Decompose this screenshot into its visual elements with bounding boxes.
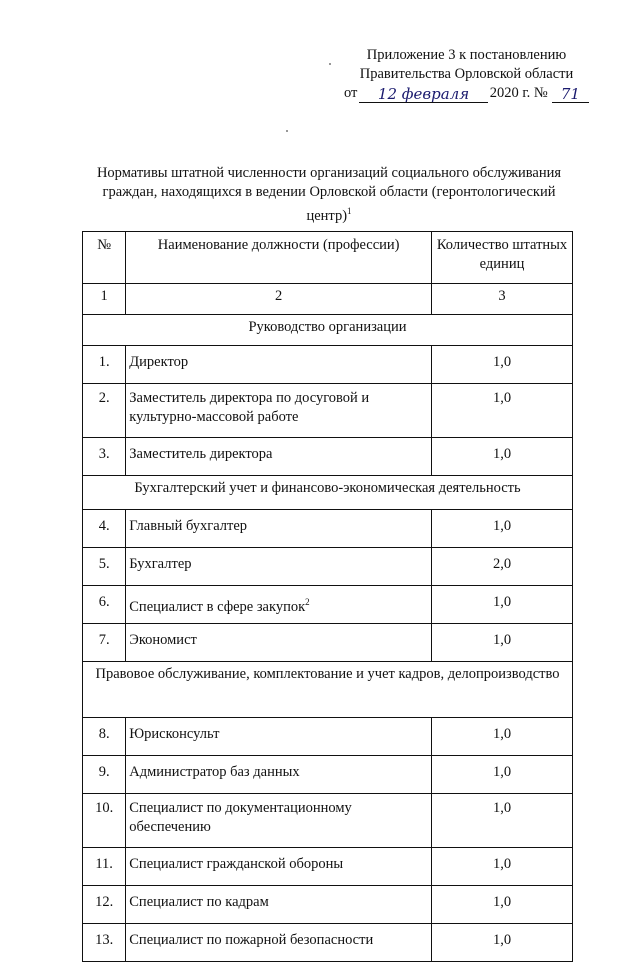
row-number: 6. [83, 586, 126, 624]
row-position [126, 848, 432, 886]
position-name: Специалист по кадрам [129, 894, 269, 910]
table-row [83, 548, 573, 586]
section-title: Бухгалтерский учет и финансово-экономическая деятельность [83, 476, 573, 510]
position-footnote-mark: 2 [305, 597, 310, 607]
row-quantity: 1,0 [432, 794, 573, 848]
section-title: Правовое обслуживание, комплектование и учет кадров, делопроизводство [83, 662, 573, 718]
table-header-row [83, 232, 573, 284]
year-number-label: 2020 г. № [489, 85, 548, 101]
handwritten-number: 71 [552, 86, 589, 103]
approval-block [344, 46, 589, 103]
header-position: Наименование должности (профессии) [126, 232, 432, 284]
row-number: 11. [83, 848, 126, 886]
table-section-row [83, 476, 573, 510]
table-section-row [83, 315, 573, 346]
header-quantity: Количество штатных единиц [432, 232, 573, 284]
table-row [83, 384, 573, 438]
row-quantity: 1,0 [432, 848, 573, 886]
table-row [83, 756, 573, 794]
row-number: 13. [83, 924, 126, 962]
table-row [83, 510, 573, 548]
row-quantity: 1,0 [432, 886, 573, 924]
position-name: Специалист в сфере закупок [129, 598, 306, 615]
table-row [83, 924, 573, 962]
row-number: 4. [83, 510, 126, 548]
position-name: Директор [129, 354, 189, 370]
approval-line-2: Правительства Орловской области [359, 66, 574, 82]
row-quantity: 1,0 [432, 624, 573, 662]
position-name: Главный бухгалтер [129, 518, 248, 534]
position-name: Администратор баз данных [129, 764, 300, 780]
title-footnote-mark: 1 [347, 206, 352, 216]
index-quantity: 3 [432, 284, 573, 315]
row-position [126, 886, 432, 924]
index-position: 2 [126, 284, 432, 315]
row-number: 2. [83, 384, 126, 438]
row-position [126, 624, 432, 662]
row-position [126, 384, 432, 438]
table-row [83, 346, 573, 384]
row-position [126, 510, 432, 548]
index-num: 1 [83, 284, 126, 315]
row-position [126, 346, 432, 384]
row-position [126, 794, 432, 848]
staffing-table [82, 231, 573, 962]
row-quantity: 1,0 [432, 718, 573, 756]
table-row [83, 886, 573, 924]
row-number: 9. [83, 756, 126, 794]
row-number: 8. [83, 718, 126, 756]
position-name: Специалист гражданской обороны [129, 856, 344, 872]
row-position [126, 924, 432, 962]
position-name: Специалист по документационному обеспечению [129, 800, 352, 835]
approval-date-line [344, 84, 589, 103]
row-number: 5. [83, 548, 126, 586]
table-row [83, 438, 573, 476]
table-row [83, 624, 573, 662]
position-name: Юрисконсульт [129, 726, 220, 742]
scan-speck [329, 63, 331, 65]
row-quantity: 1,0 [432, 346, 573, 384]
column-index-row [83, 284, 573, 315]
handwritten-date: 12 февраля [359, 86, 487, 103]
row-position [126, 756, 432, 794]
position-name: Бухгалтер [129, 556, 192, 572]
document-title [84, 164, 574, 226]
row-number: 1. [83, 346, 126, 384]
row-position [126, 718, 432, 756]
table-section-row [83, 662, 573, 718]
scan-speck [286, 130, 288, 132]
position-name: Заместитель директора по досуговой и культурно-массовой работе [129, 390, 370, 425]
row-position [126, 438, 432, 476]
row-position [126, 548, 432, 586]
table-row [83, 794, 573, 848]
row-quantity: 1,0 [432, 586, 573, 624]
table-row [83, 848, 573, 886]
row-number: 7. [83, 624, 126, 662]
position-name: Экономист [129, 632, 197, 648]
row-quantity: 1,0 [432, 756, 573, 794]
row-number: 12. [83, 886, 126, 924]
row-quantity: 2,0 [432, 548, 573, 586]
position-name: Заместитель директора [129, 446, 273, 462]
table-row [83, 586, 573, 624]
row-quantity: 1,0 [432, 384, 573, 438]
row-quantity: 1,0 [432, 438, 573, 476]
section-title: Руководство организации [83, 315, 573, 346]
header-num: № [83, 232, 126, 284]
row-quantity: 1,0 [432, 510, 573, 548]
table-row [83, 718, 573, 756]
row-quantity: 1,0 [432, 924, 573, 962]
document-title-text: Нормативы штатной численности организаций социального обслуживания граждан, находящихся в ведении Орловской области (геронтологический центр) [96, 165, 562, 224]
row-number: 10. [83, 794, 126, 848]
row-number: 3. [83, 438, 126, 476]
approval-line-1: Приложение 3 к постановлению [366, 47, 567, 63]
from-label: от [344, 85, 358, 101]
row-position [126, 586, 432, 624]
position-name: Специалист по пожарной безопасности [129, 932, 374, 948]
